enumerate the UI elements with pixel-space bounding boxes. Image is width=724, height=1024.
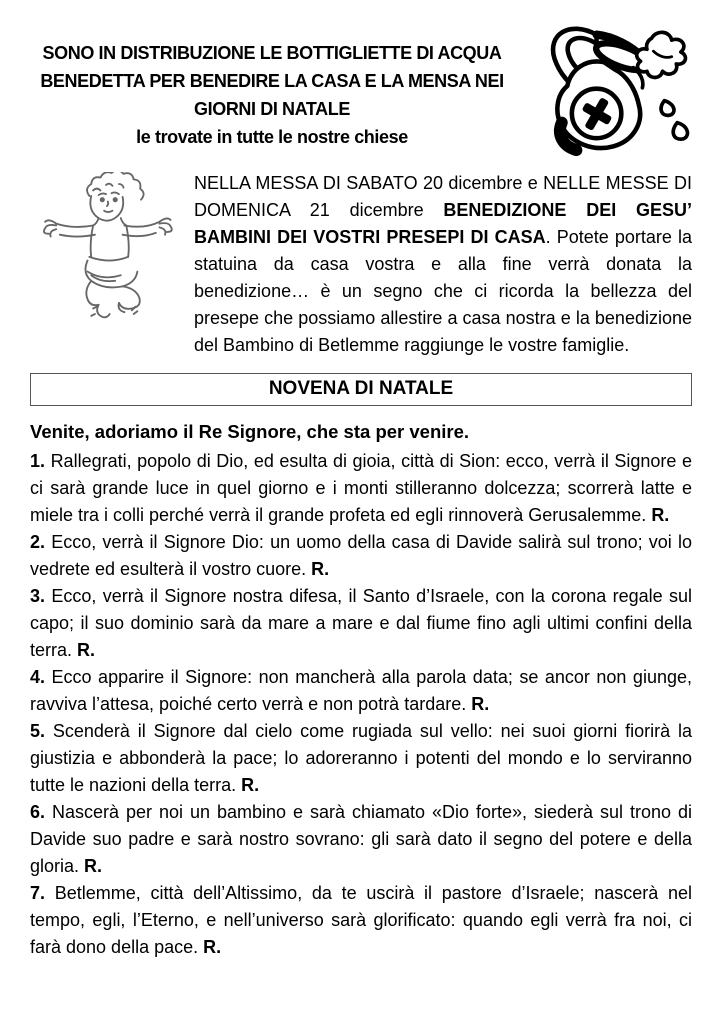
announcement-before: NELLA MESSA DI SABATO 20 dicembre e NELLE MESSE DI DOMENICA 21 dicembre [194,173,692,220]
headline-line-3: GIORNI DI NATALE [194,98,350,119]
item-number: 2. [30,531,46,552]
item-response: R. [241,774,260,795]
novena-item-3 [30,583,692,664]
item-response: R. [651,504,670,525]
baby-jesus-icon [30,172,182,338]
item-number: 5. [30,720,46,741]
announcement-bold: BENEDIZIONE DEI GESU’ BAMBINI DEI VOSTRI PRESEPI DI CASA [194,200,692,247]
item-response: R. [311,558,330,579]
item-response: R. [84,855,103,876]
item-text: Rallegrati, popolo di Dio, ed esulta di gioia, città di Sion: ecco, verrà il Signore e ci sarà grande luce in quel giorno e i monti stilleranno dolcezza; scorrerà latte e miele tra i colli perché verrà il grande profeta ed egli rinnoverà Gerusalemme. [30,450,692,525]
headline [30,18,514,152]
novena-item-6 [30,799,692,880]
novena-item-2 [30,529,692,583]
item-number: 4. [30,666,46,687]
item-text: Nascerà per noi un bambino e sarà chiamato «Dio forte», siederà sul trono di Davide suo padre e sarà nostro sovrano: gli sarà dato il segno del potere e della gloria. [30,801,692,876]
headline-line-1: SONO IN DISTRIBUZIONE LE BOTTIGLIETTE DI ACQUA [42,43,502,63]
announcement-after: . Potete portare la statuina da casa vostra e alla fine verrà donata la benedizione… è un segno che ci ricorda la bellezza del presepe che possiamo allestire a casa nostra e la benedizione del Bambino di Betlemme raggiunge le vostre famiglie. [194,227,693,355]
top-section [30,18,692,162]
announcement-section [30,170,692,359]
item-text: Scenderà il Signore dal cielo come rugiada sul vello: nei suoi giorni fiorirà la giustizia e abbonderà la pace; lo adoreranno i potenti del mondo e lo serviranno tutte le nazioni della terra. [30,720,692,795]
item-number: 6. [30,801,46,822]
item-number: 7. [30,882,46,903]
item-number: 3. [30,585,46,606]
item-text: Ecco, verrà il Signore nostra difesa, il Santo d’Israele, con la corona regale sul capo; il suo dominio sarà da mare a mare e dal fiume fino agli ultimi confini della terra. [30,585,692,660]
item-text: Ecco apparire il Signore: non mancherà alla parola data; se ancor non giunge, ravviva l’attesa, poiché certo verrà e non potrà tardare. [30,666,692,714]
item-response: R. [77,639,96,660]
item-text: Betlemme, città dell’Altissimo, da te uscirà il pastore d’Israele; nascerà nel tempo, egli, l’Eterno, e nell’universo sarà glorificato: quando egli verrà fra noi, ci farà dono della pace. [30,882,692,957]
novena-item-5 [30,718,692,799]
item-number: 1. [30,450,46,471]
headline-line-2: BENEDETTA PER BENEDIRE LA CASA E LA MENSA NEI [40,70,504,91]
item-text: Ecco, verrà il Signore Dio: un uomo della casa di Davide salirà sul trono; voi lo vedrete ed esulterà il vostro cuore. [30,531,692,579]
headline-line-4: le trovate in tutte le nostre chiese [136,126,408,147]
holy-water-jug-icon [514,20,692,162]
novena-title-box [30,373,692,406]
novena-title: NOVENA DI NATALE [268,378,454,399]
novena-intro: Venite, adoriamo il Re Signore, che sta per venire. [30,421,470,442]
item-response: R. [203,936,222,957]
item-response: R. [471,693,490,714]
novena-item-1 [30,448,692,529]
novena-item-4 [30,664,692,718]
novena-item-7 [30,880,692,961]
